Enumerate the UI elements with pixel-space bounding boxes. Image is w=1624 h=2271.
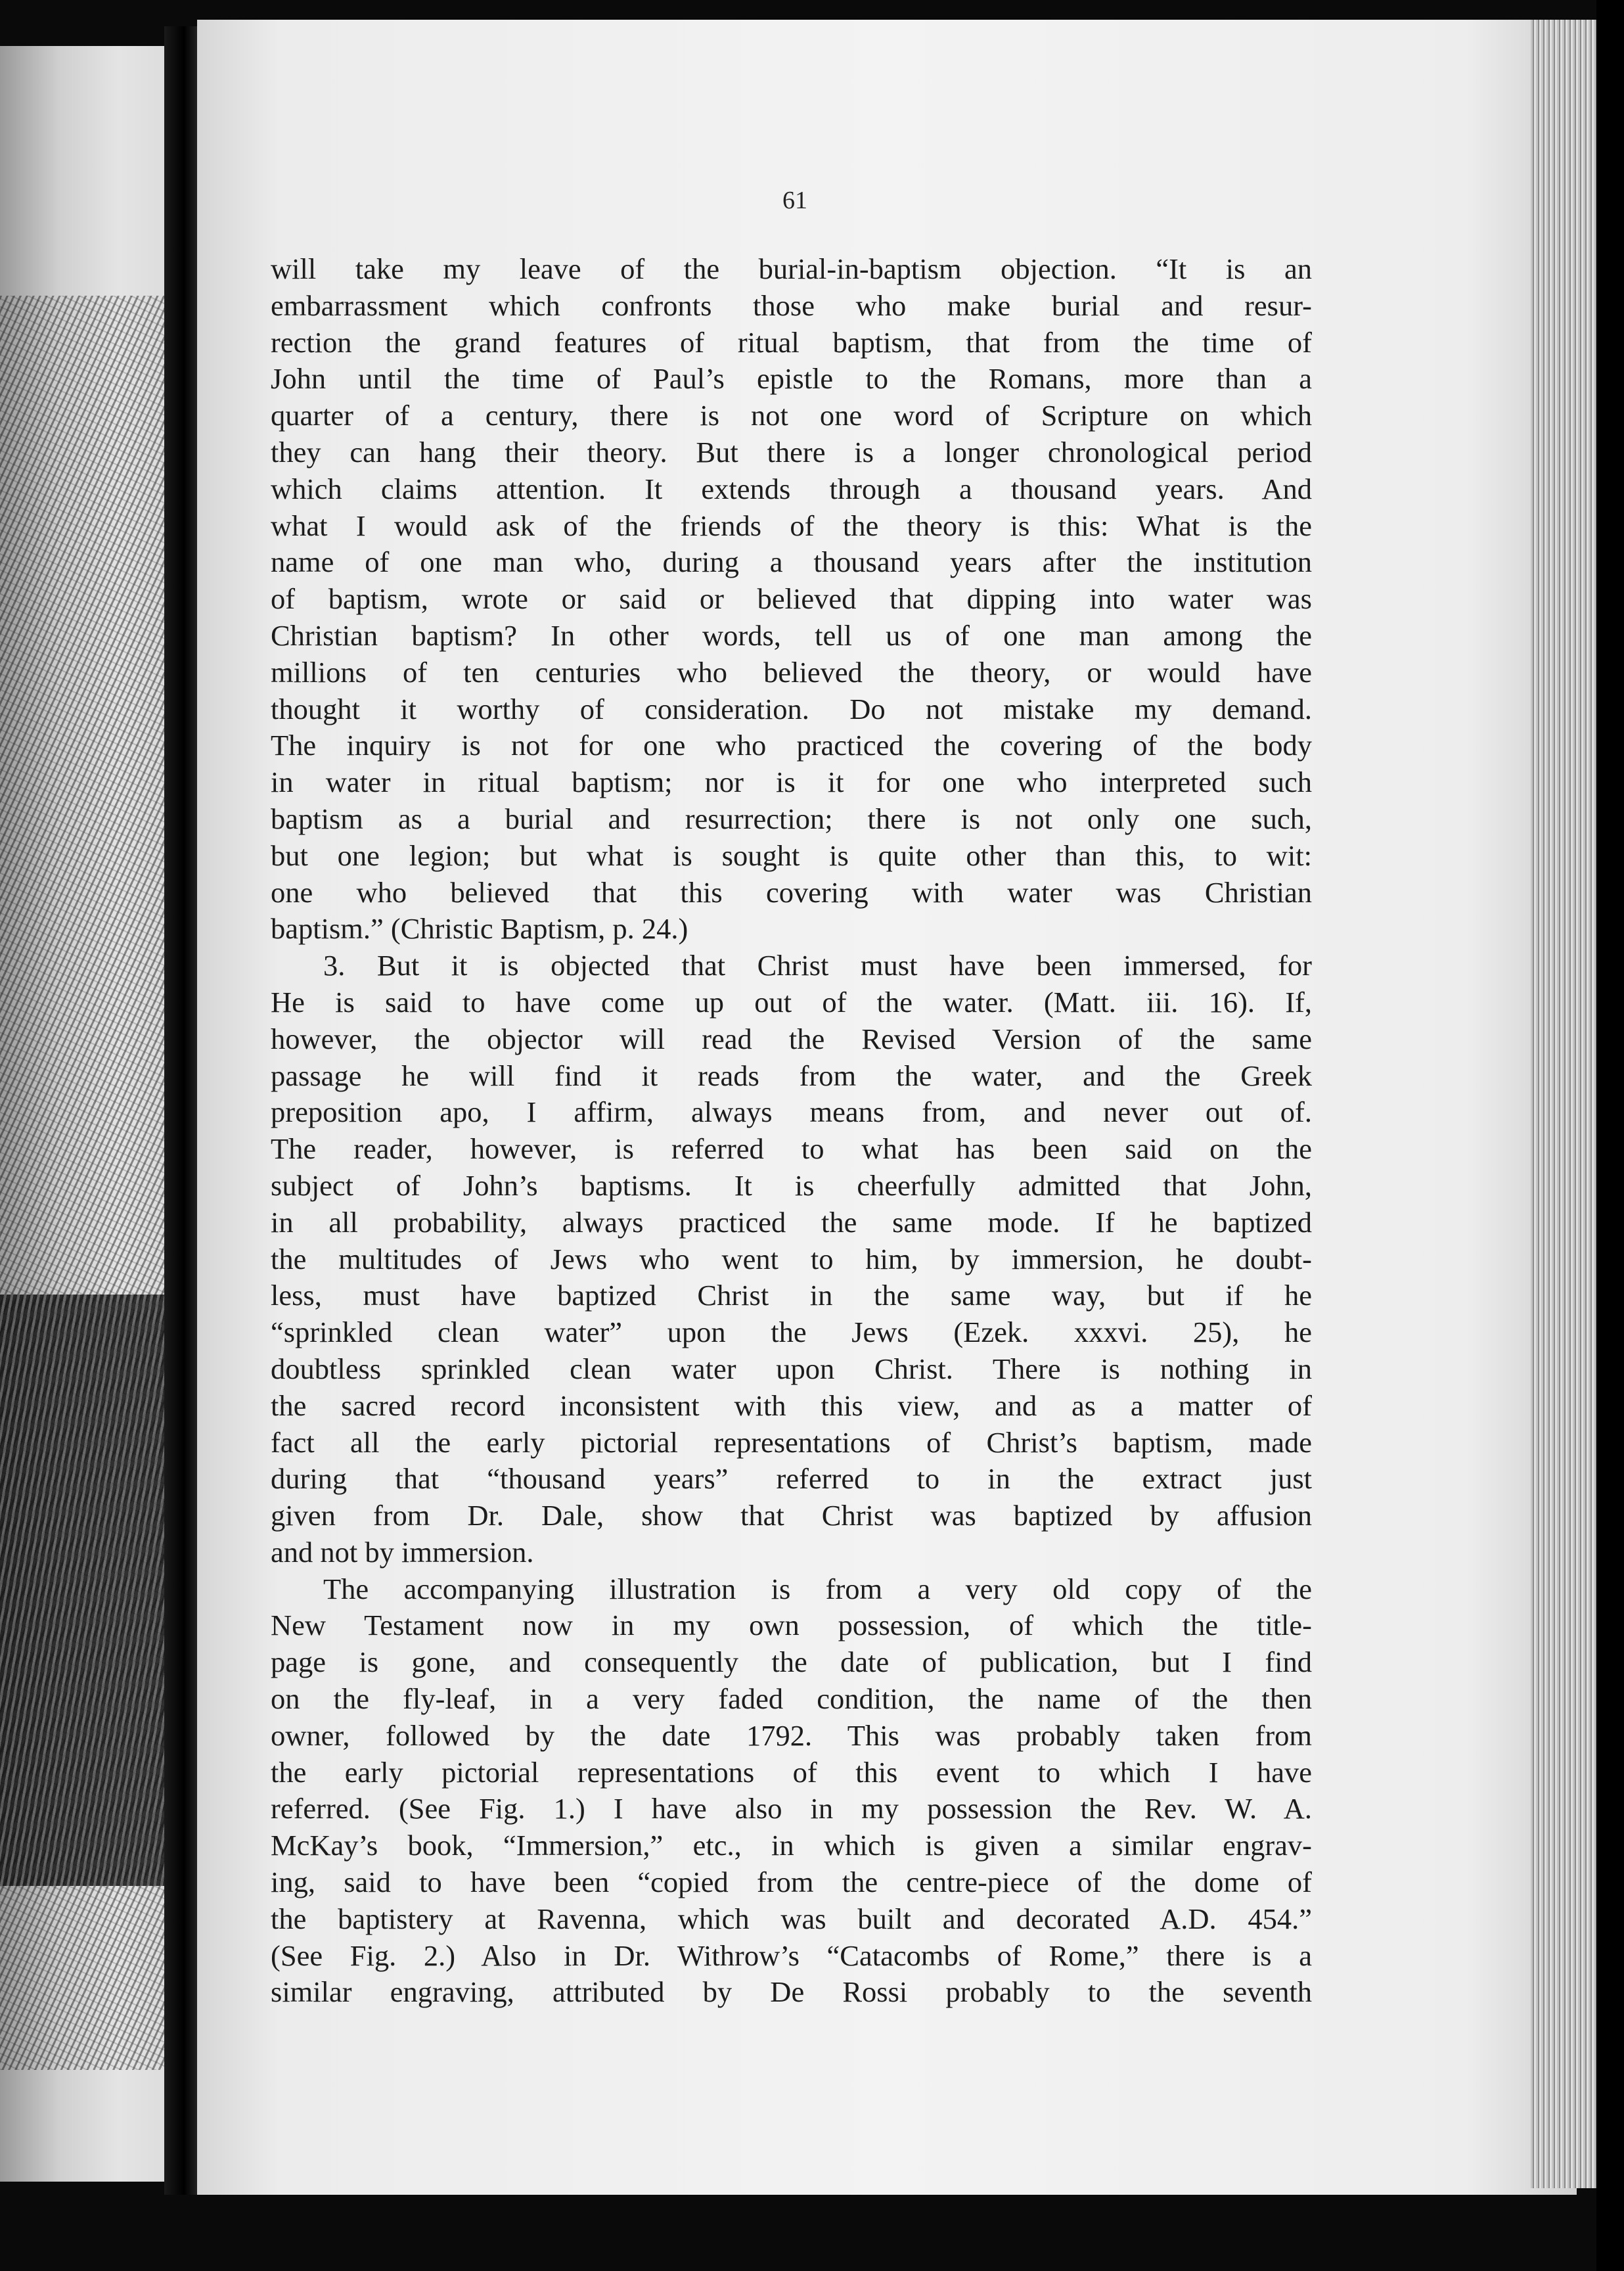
text-line: baptism.” (Christic Baptism, p. 24.) — [271, 912, 688, 946]
text-line: fact all the early pictorial representations of Christ’s baptism, made — [271, 1425, 1312, 1459]
text-line: of baptism, wrote or said or believed that dipping into water was — [271, 582, 1312, 616]
text-line: rection the grand features of ritual baptism, that from the time of — [271, 325, 1312, 359]
text-line: doubtless sprinkled clean water upon Christ. There is nothing in — [271, 1352, 1312, 1385]
page-number: 61 — [782, 187, 807, 214]
text-line: ing, said to have been “copied from the centre-piece of the dome of — [271, 1866, 1312, 1899]
text-line: during that “thousand years” referred to in the extract just — [271, 1462, 1312, 1496]
text-line: the baptistery at Ravenna, which was built and decorated A.D. 454.” — [271, 1902, 1312, 1935]
page-edges — [1531, 20, 1596, 2188]
text-line: in all probability, always practiced the same mode. If he baptized — [271, 1205, 1312, 1239]
text-line: the sacred record inconsistent with this view, and as a matter of — [271, 1388, 1312, 1422]
text-line: page is gone, and consequently the date of publication, but I find — [271, 1645, 1312, 1679]
text-line: subject of John’s baptisms. It is cheerfully admitted that John, — [271, 1168, 1312, 1202]
text-line: will take my leave of the burial-in-baptism objection. “It is an — [271, 252, 1312, 285]
text-line: millions of ten centuries who believed the theory, or would have — [271, 655, 1312, 689]
text-line: less, must have baptized Christ in the same way, but if he — [271, 1279, 1312, 1312]
text-line: the multitudes of Jews who went to him, by immersion, he doubt- — [271, 1242, 1312, 1275]
text-line: however, the objector will read the Revised Version of the same — [271, 1022, 1312, 1055]
text-line: and not by immersion. — [271, 1535, 534, 1569]
text-line: The accompanying illustration is from a very old copy of the — [323, 1572, 1312, 1605]
text-line: but one legion; but what is sought is quite other than this, to wit: — [271, 838, 1312, 872]
text-line: they can hang their theory. But there is a longer chronological period — [271, 435, 1312, 469]
text-line: similar engraving, attributed by De Rossi probably to the seventh — [271, 1975, 1312, 2009]
text-line: John until the time of Paul’s epistle to the Romans, more than a — [271, 362, 1312, 396]
text-line: preposition apo, I affirm, always means from, and never out of. — [271, 1095, 1312, 1129]
book-gutter — [164, 26, 197, 2195]
text-line: thought it worthy of consideration. Do not mistake my demand. — [271, 692, 1312, 725]
text-line: in water in ritual baptism; nor is it for one who interpreted such — [271, 766, 1312, 799]
text-line: on the fly-leaf, in a very faded condition, the name of the then — [271, 1682, 1312, 1716]
text-line: passage he will find it reads from the water, and the Greek — [271, 1059, 1312, 1092]
text-line: owner, followed by the date 1792. This was probably taken from — [271, 1718, 1312, 1752]
text-line: what I would ask of the friends of the theory is this: What is the — [271, 509, 1312, 542]
text-line: one who believed that this covering with water was Christian — [271, 875, 1312, 909]
text-line: baptism as a burial and resurrection; there is not only one such, — [271, 802, 1312, 835]
text-line: The reader, however, is referred to what has been said on the — [271, 1132, 1312, 1166]
text-line: Christian baptism? In other words, tell us of one man among the — [271, 618, 1312, 652]
text-line: McKay’s book, “Immersion,” etc., in which is given a similar engrav- — [271, 1829, 1312, 1862]
engraving-figure — [0, 1295, 171, 1886]
text-line: New Testament now in my own possession, of which the title- — [271, 1609, 1312, 1642]
text-line: name of one man who, during a thousand years after the institution — [271, 545, 1312, 579]
text-line: referred. (See Fig. 1.) I have also in my possession the Rev. W. A. — [271, 1792, 1312, 1825]
body-text — [271, 251, 1312, 2011]
text-line: He is said to have come up out of the water. (Matt. iii. 16). If, — [271, 985, 1312, 1019]
text-line: (See Fig. 2.) Also in Dr. Withrow’s “Catacombs of Rome,” there is a — [271, 1938, 1312, 1972]
text-line: The inquiry is not for one who practiced the covering of the body — [271, 729, 1312, 762]
text-line: “sprinkled clean water” upon the Jews (Ezek. xxxvi. 25), he — [271, 1316, 1312, 1349]
text-line: 3. But it is objected that Christ must have been immersed, for — [323, 949, 1312, 982]
text-line: quarter of a century, there is not one word of Scripture on which — [271, 399, 1312, 432]
text-line: embarrassment which confronts those who make burial and resur- — [271, 288, 1312, 322]
text-line: which claims attention. It extends through a thousand years. And — [271, 472, 1312, 505]
text-line: the early pictorial representations of this event to which I have — [271, 1755, 1312, 1789]
text-line: given from Dr. Dale, show that Christ was baptized by affusion — [271, 1499, 1312, 1532]
scan-border — [1596, 0, 1624, 2271]
